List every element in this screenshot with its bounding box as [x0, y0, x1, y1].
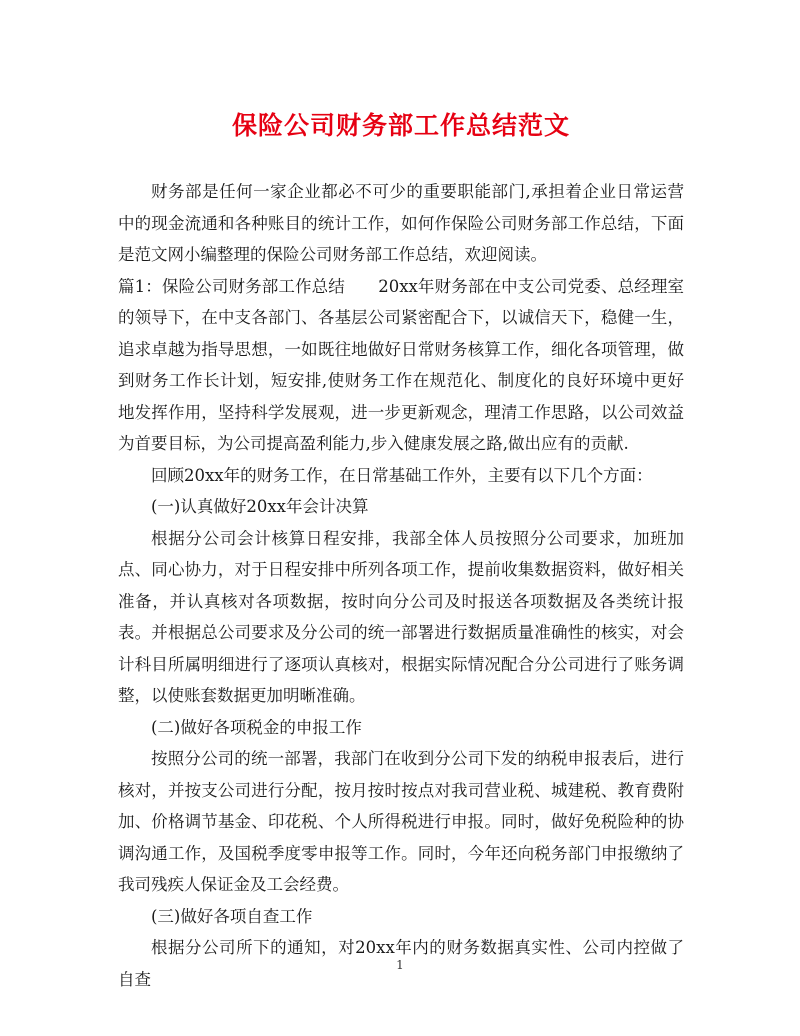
paragraph-article-1: 篇1：保险公司财务部工作总结 20xx年财务部在中支公司党委、总经理室的领导下，在中支各部门、各基层公司紧密配合下，以诚信天下，稳健一生，追求卓越为指导思想，一如既往地做好日常财务核算工作，细化各项管理，做到财务工作长计划，短安排,使财务工作在规范化、制度化的良好环境中更好地发挥作用，坚持科学发展观，进一步更新观念，理清工作思路，以公司效益为首要目标，为公司提高盈利能力,步入健康发展之路,做出应有的贡献. [118, 276, 684, 453]
document-body [118, 176, 684, 995]
page-number: 1 [396, 958, 404, 972]
paragraph-section-2: 按照分公司的统一部署，我部门在收到分公司下发的纳税申报表后，进行核对，并按支公司进行分配，按月按时按点对我司营业税、城建税、教育费附加、价格调节基金、印花税、个人所得税进行申报。同时，做好免税险种的协调沟通工作，及国税季度零申报等工作。同时，今年还向税务部门申报缴纳了我司残疾人保证金及工会经费。 [118, 749, 684, 894]
section-heading-3: (三)做好各项自查工作 [151, 906, 313, 926]
paragraph-intro: 财务部是任何一家企业都必不可少的重要职能部门,承担着企业日常运营中的现金流通和各种账目的统计工作，如何作保险公司财务部工作总结，下面是范文网小编整理的保险公司财务部工作总结，欢迎阅读。 [118, 182, 684, 264]
paragraph-section-1: 根据分公司会计核算日程安排，我部全体人员按照分公司要求，加班加点、同心协力，对于日程安排中所列各项工作，提前收集数据资料，做好相关准备，并认真核对各项数据，按时向分公司及时报送各项数据及各类统计报表。并根据总公司要求及分公司的统一部署进行数据质量准确性的核实，对会计科目所属明细进行了逐项认真核对，根据实际情况配合分公司进行了账务调整，以使账套数据更加明晰准确。 [118, 528, 684, 705]
section-heading-1: (一)认真做好20xx年会计决算 [151, 497, 369, 516]
section-heading-2: (二)做好各项税金的申报工作 [151, 717, 362, 737]
paragraph-section-3: 根据分公司所下的通知，对20xx年内的财务数据真实性、公司内控做了自查 [118, 938, 684, 989]
document-title: 保险公司财务部工作总结范文 [231, 111, 570, 140]
paragraph-review: 回顾20xx年的财务工作，在日常基础工作外，主要有以下几个方面： [151, 465, 653, 485]
